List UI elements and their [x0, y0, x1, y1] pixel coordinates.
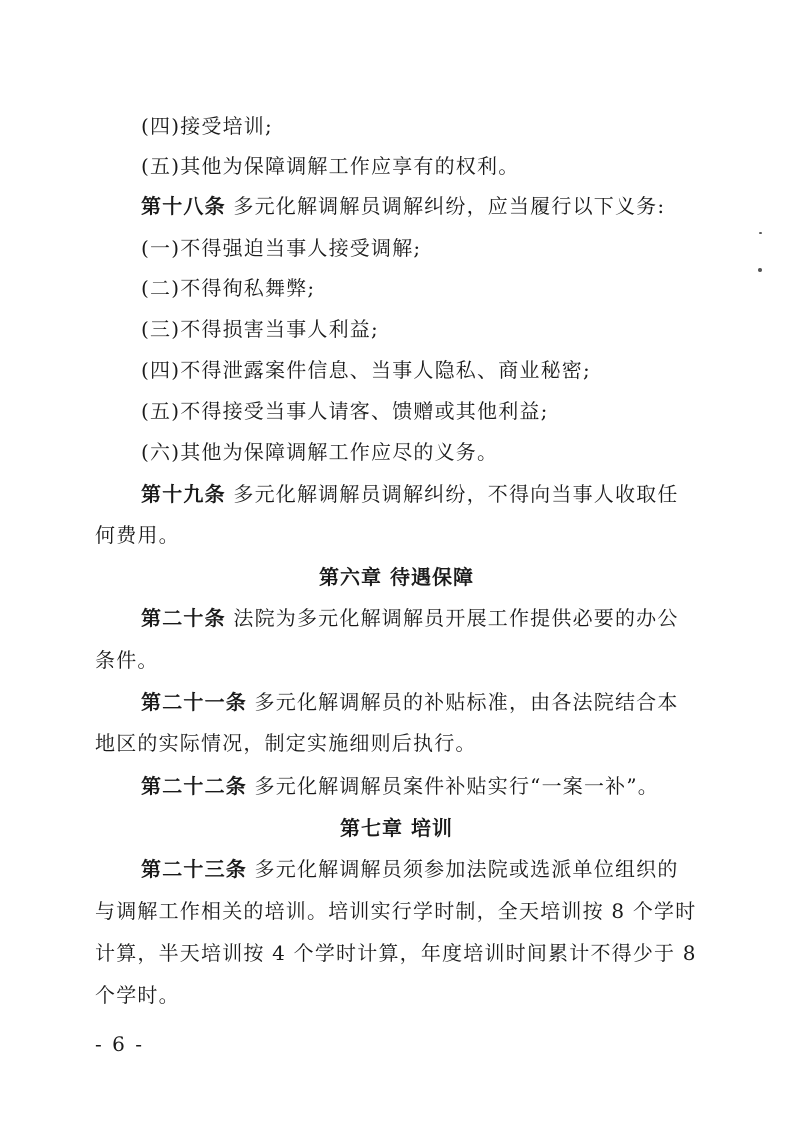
duty-item-3: (三)不得损害当事人利益; — [141, 317, 379, 341]
article-label: 第十九条 — [141, 482, 226, 506]
article-23-continued-2: 计算，半天培训按 4 个学时计算，年度培训时间累计不得少于 8 — [95, 941, 697, 965]
article-label: 第二十条 — [141, 606, 226, 630]
page-number: - 6 - — [95, 1032, 144, 1056]
article-label: 第二十三条 — [141, 857, 247, 881]
duty-item-5: (五)不得接受当事人请客、馈赠或其他利益; — [141, 399, 549, 423]
article-20 — [141, 604, 679, 632]
article-22 — [141, 772, 659, 800]
chapter-6-heading: 第六章 待遇保障 — [319, 565, 474, 589]
article-label: 第二十二条 — [141, 774, 247, 798]
article-text: 多元化解调解员须参加法院或选派单位组织的 — [247, 857, 679, 881]
duty-item-2: (二)不得徇私舞弊; — [141, 276, 316, 300]
article-text: 多元化解调解员调解纠纷，应当履行以下义务: — [225, 194, 666, 218]
article-label: 第十八条 — [141, 194, 226, 218]
article-text: 多元化解调解员调解纠纷，不得向当事人收取任 — [225, 482, 679, 506]
item-4-training: (四)接受培训; — [141, 114, 273, 138]
article-19-continued: 何费用。 — [95, 523, 180, 547]
scan-speck — [759, 232, 762, 234]
article-text: 法院为多元化解调解员开展工作提供必要的办公 — [225, 606, 679, 630]
scan-speck — [758, 268, 762, 272]
article-23-continued-1: 与调解工作相关的培训。培训实行学时制，全天培训按 8 个学时 — [95, 899, 697, 923]
article-label: 第二十一条 — [141, 690, 247, 714]
article-19 — [141, 480, 679, 508]
duty-item-6: (六)其他为保障调解工作应尽的义务。 — [141, 440, 499, 464]
duty-item-4: (四)不得泄露案件信息、当事人隐私、商业秘密; — [141, 358, 591, 382]
item-5-other-rights: (五)其他为保障调解工作应享有的权利。 — [141, 154, 520, 178]
article-20-continued: 条件。 — [95, 648, 159, 672]
duty-item-1: (一)不得强迫当事人接受调解; — [141, 236, 422, 260]
article-text: 多元化解调解员案件补贴实行“一案一补”。 — [247, 774, 660, 798]
article-21 — [141, 688, 679, 716]
chapter-7-heading: 第七章 培训 — [340, 816, 453, 840]
article-18 — [141, 192, 665, 220]
article-23 — [141, 855, 679, 883]
article-21-continued: 地区的实际情况，制定实施细则后执行。 — [95, 731, 477, 755]
article-text: 多元化解调解员的补贴标准，由各法院结合本 — [247, 690, 679, 714]
article-23-continued-3: 个学时。 — [95, 983, 180, 1007]
